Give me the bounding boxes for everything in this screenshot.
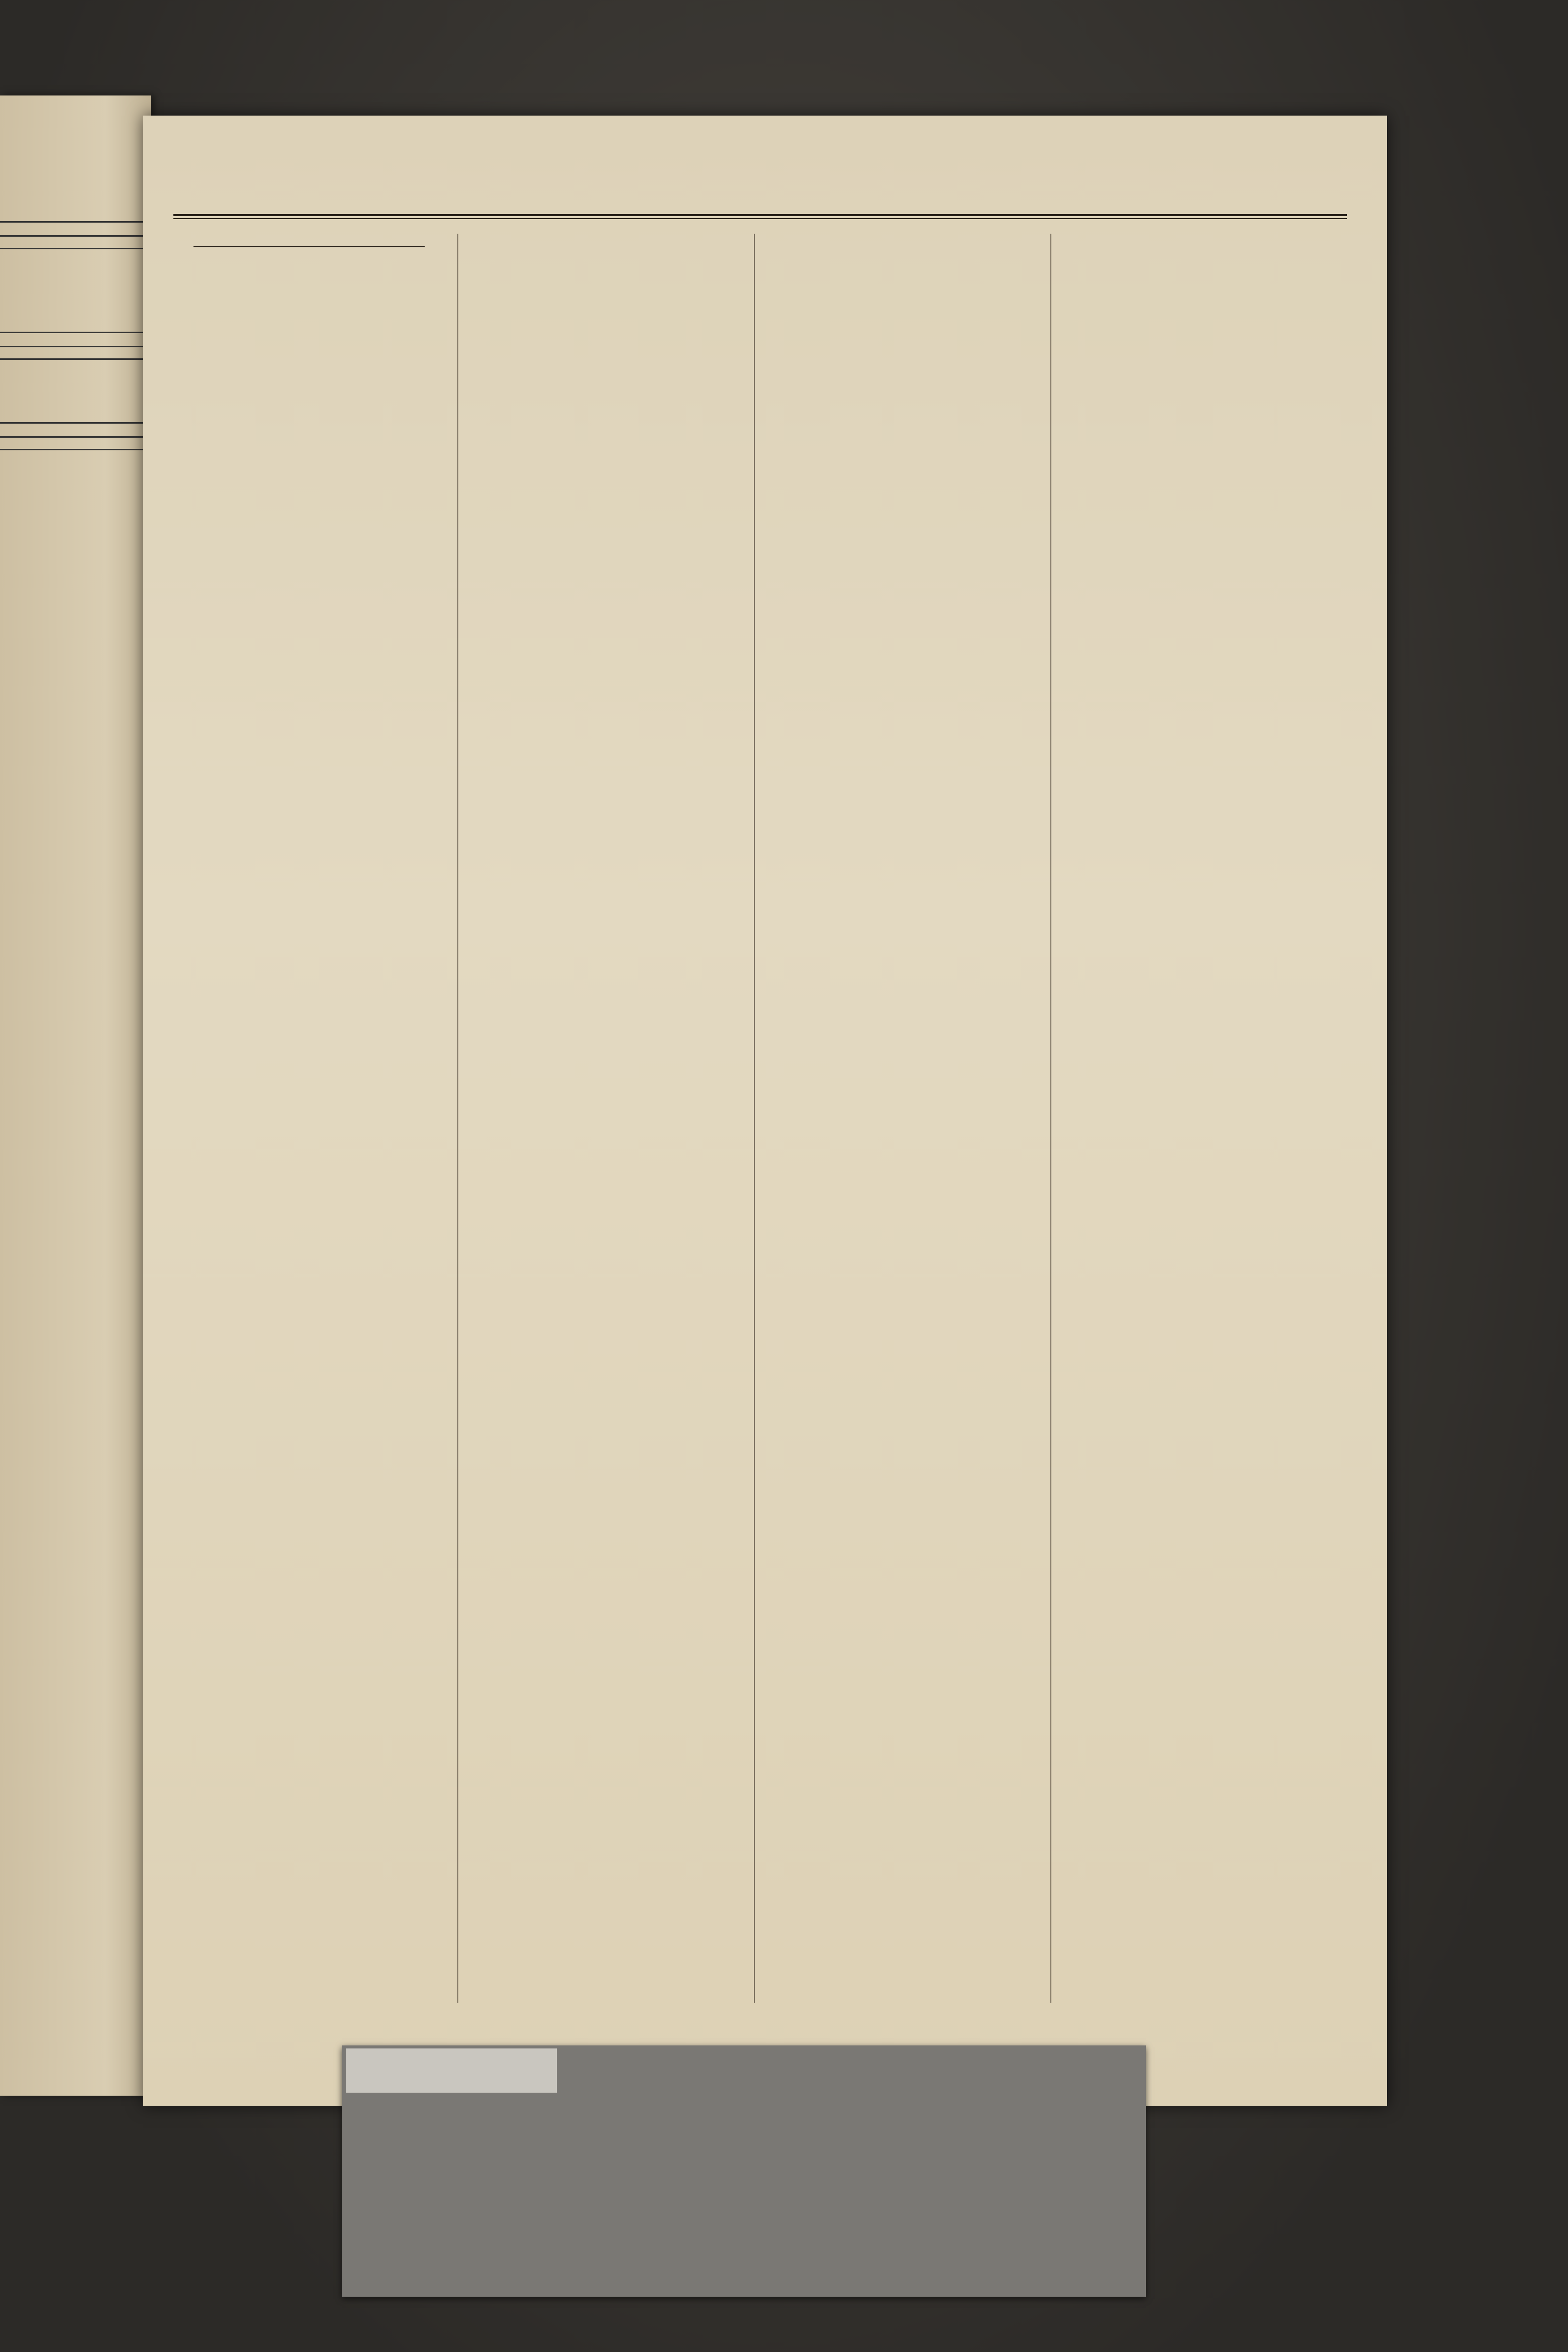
column-2 bbox=[470, 234, 741, 2003]
page-header bbox=[173, 181, 1347, 221]
newspaper-page bbox=[143, 116, 1387, 2106]
header-rule bbox=[173, 214, 1347, 216]
ruler-label-cm bbox=[346, 2050, 557, 2052]
header-rule bbox=[173, 218, 1347, 219]
ruler bbox=[346, 2048, 557, 2093]
colour-chart bbox=[342, 2045, 1146, 2297]
column-1 bbox=[173, 234, 445, 2003]
column-3 bbox=[766, 234, 1038, 2003]
swatch-row-bottom bbox=[342, 2221, 1146, 2297]
column-rule bbox=[1050, 234, 1051, 2003]
music-staff bbox=[0, 422, 146, 479]
column-rule bbox=[754, 234, 755, 2003]
music-staff bbox=[0, 332, 146, 388]
column-rule bbox=[457, 234, 458, 2003]
section-divider bbox=[193, 246, 425, 247]
facing-page bbox=[0, 95, 151, 2096]
column-4 bbox=[1063, 234, 1344, 2003]
music-staff bbox=[0, 221, 146, 278]
